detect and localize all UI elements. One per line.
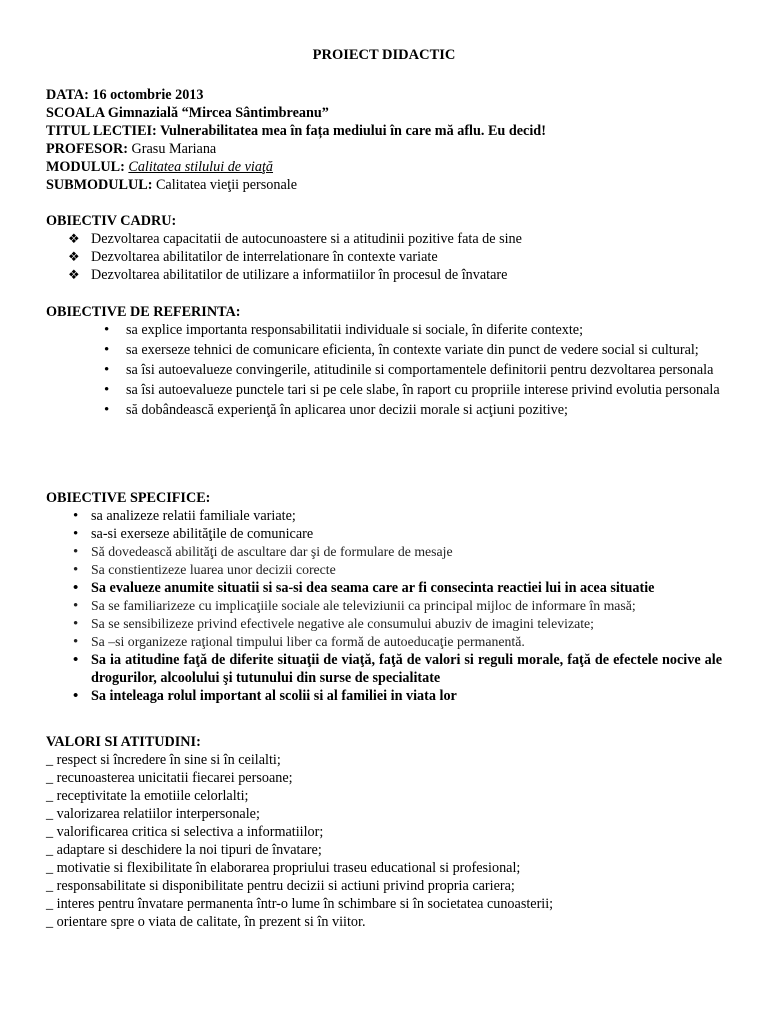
- section-heading: OBIECTIV CADRU:: [46, 213, 177, 229]
- diamond-bullet-icon: ❖: [68, 267, 80, 282]
- bullet-icon: •: [104, 402, 110, 418]
- list-item: • sa analizeze relatii familiale variate;: [73, 508, 296, 524]
- date-line: DATA: 16 octombrie 2013: [46, 87, 204, 103]
- list-item: ❖ Dezvoltarea abilitatilor de interrelationare în contexte variate: [68, 249, 438, 265]
- reference-objectives-section: [46, 303, 736, 419]
- bullet-icon: •: [104, 362, 110, 378]
- objective-frame-list: [46, 230, 736, 284]
- diamond-bullet-icon: ❖: [68, 249, 80, 264]
- section-heading: VALORI SI ATITUDINI:: [46, 734, 201, 750]
- lesson-title-line: TITUL LECTIEI: Vulnerabilitatea mea în fața mediului în care mă aflu. Eu decid!: [46, 123, 546, 139]
- list-item: _ interes pentru învatare permanenta într-o lume în schimbare si în societatea cunoasterii;: [46, 896, 554, 912]
- objective-frame-section: [46, 212, 736, 284]
- list-item: • sa îsi autoevalueze convingerile, atitudinile si comportamentele definitorii pentru dezvoltarea personala: [104, 362, 714, 378]
- list-item: ❖ Dezvoltarea abilitatilor de utilizare a informatiilor în procesul de învatare: [68, 267, 508, 283]
- page-title: PROIECT DIDACTIC: [312, 47, 456, 63]
- reference-objectives-list: [46, 321, 736, 419]
- bullet-icon: •: [73, 580, 79, 596]
- bullet-icon: •: [73, 688, 79, 704]
- list-item: _ receptivitate la emotiile celorlalti;: [46, 788, 249, 804]
- list-item: • Sa se sensibilizeze privind efectivele negative ale consumului abuziv de imagini televizate;: [73, 616, 595, 632]
- list-item: • Sa evalueze anumite situatii si sa-si dea seama care ar fi consecinta reactiei lui in acea situatie: [73, 580, 655, 596]
- bullet-icon: •: [104, 342, 110, 358]
- list-item: _ valorizarea relatiilor interpersonale;: [46, 806, 260, 822]
- list-item: • Sa –si organizeze raţional timpului liber ca formă de autoeducaţie permanentă.: [73, 634, 525, 650]
- bullet-icon: •: [73, 598, 79, 614]
- values-section: [46, 733, 736, 931]
- bullet-icon: •: [73, 562, 79, 578]
- list-item: • să dobândească experienţă în aplicarea unor decizii morale si acţiuni pozitive;: [104, 402, 568, 418]
- header-info: [46, 86, 736, 194]
- bullet-icon: •: [73, 652, 79, 668]
- diamond-bullet-icon: ❖: [68, 231, 80, 246]
- submodule-line: SUBMODULUL: Calitatea vieţii personale: [46, 177, 297, 193]
- bullet-icon: •: [73, 526, 79, 542]
- bullet-icon: •: [73, 634, 79, 650]
- section-heading: OBIECTIVE SPECIFICE:: [46, 490, 211, 506]
- list-item: • sa îsi autoevalueze punctele tari si pe cele slabe, în raport cu propriile interese privind evolutia personala: [104, 382, 720, 398]
- section-heading: OBIECTIVE DE REFERINTA:: [46, 304, 241, 320]
- specific-objectives-section: [46, 489, 722, 705]
- bullet-icon: •: [73, 544, 79, 560]
- list-item: • Sa inteleaga rolul important al scolii si al familiei in viata lor: [73, 688, 457, 704]
- list-item: • sa-si exerseze abilităţile de comunicare: [73, 526, 314, 542]
- list-item: ❖ Dezvoltarea capacitatii de autocunoastere si a atitudinii pozitive fata de sine: [68, 231, 522, 247]
- bullet-icon: •: [73, 508, 79, 524]
- bullet-icon: •: [73, 616, 79, 632]
- list-item: _ respect si încredere în sine si în ceilalti;: [46, 752, 281, 768]
- bullet-icon: •: [104, 322, 110, 338]
- list-item: _ valorificarea critica si selectiva a informatiilor;: [46, 824, 324, 840]
- list-item: • Sa ia atitudine faţă de diferite situaţii de viaţă, faţă de valori si reguli morale, faţă de efectele nocive ale drogurilor, alcoolului şi tutunului din surse de specialitate: [73, 652, 722, 686]
- module-line: MODULUL: Calitatea stilului de viaţă: [46, 159, 274, 175]
- list-item: • sa exerseze tehnici de comunicare eficienta, în contexte variate din punct de vedere social si cultural;: [104, 342, 699, 358]
- specific-objectives-list: [46, 507, 722, 705]
- list-item: • sa explice importanta responsabilitatii individuale si sociale, în diferite contexte;: [104, 322, 584, 338]
- list-item: _ responsabilitate si disponibilitate pentru decizii si actiuni privind propria cariera;: [46, 878, 515, 894]
- bullet-icon: •: [104, 382, 110, 398]
- teacher-line: PROFESOR: Grasu Mariana: [46, 141, 217, 157]
- list-item: _ orientare spre o viata de calitate, în prezent si în viitor.: [46, 914, 366, 930]
- list-item: • Să dovedească abilităţi de ascultare dar şi de formulare de mesaje: [73, 544, 453, 560]
- list-item: • Sa se familiarizeze cu implicaţiile sociale ale televiziunii ca principal mijloc de informare în masă;: [73, 598, 636, 614]
- list-item: _ recunoasterea unicitatii fiecarei persoane;: [46, 770, 293, 786]
- list-item: • Sa constientizeze luarea unor decizii corecte: [73, 562, 336, 578]
- list-item: _ adaptare si deschidere la noi tipuri de învatare;: [46, 842, 322, 858]
- school-line: SCOALA Gimnazială “Mircea Sântimbreanu”: [46, 105, 329, 121]
- list-item: _ motivatie si flexibilitate în elaborarea propriului traseu educational si profesional;: [46, 860, 521, 876]
